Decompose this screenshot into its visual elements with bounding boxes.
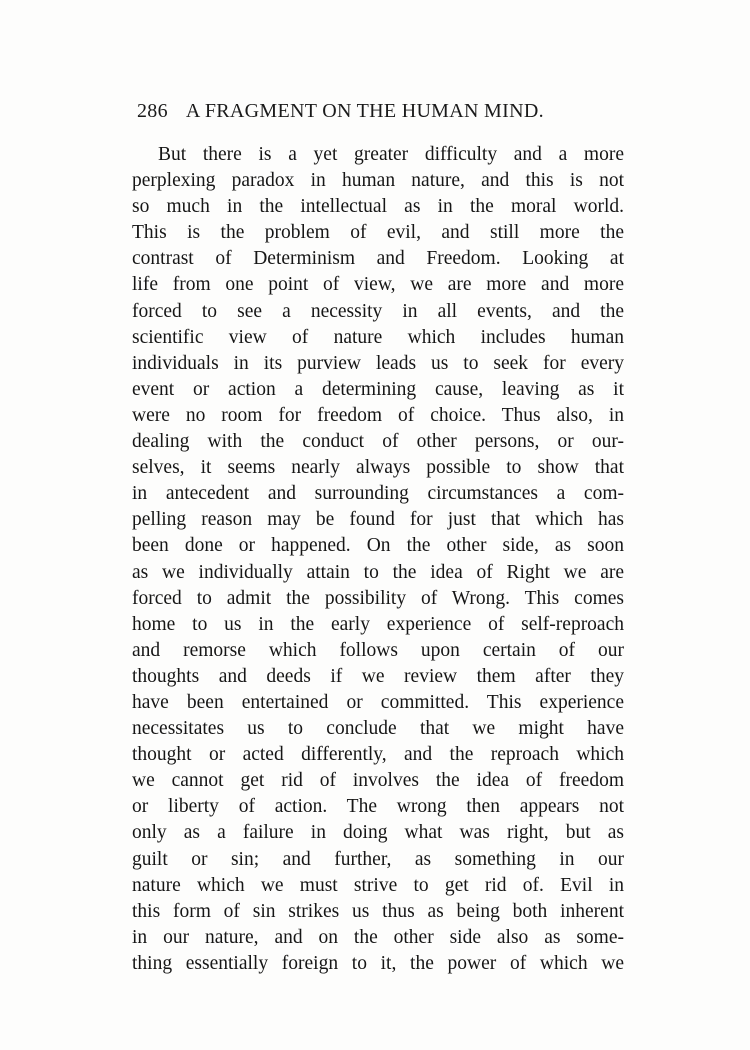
- text-line: have been entertained or committed. This experience: [132, 691, 624, 713]
- text-line: event or action a determining cause, leaving as it: [132, 378, 624, 400]
- text-line: pelling reason may be found for just that which has: [132, 509, 624, 531]
- text-line: home to us in the early experience of self-reproach: [132, 613, 624, 635]
- text-line: been done or happened. On the other side, as soon: [132, 535, 624, 557]
- text-line: thing essentially foreign to it, the power of which we: [132, 952, 624, 974]
- text-line: necessitates us to conclude that we might have: [132, 718, 624, 740]
- text-line: so much in the intellectual as in the moral world.: [132, 196, 624, 218]
- running-head-title: A FRAGMENT ON THE HUMAN MIND.: [185, 100, 544, 122]
- text-line: this form of sin strikes us thus as being both inherent: [132, 900, 624, 922]
- text-line: were no room for freedom of choice. Thus also, in: [132, 404, 624, 426]
- text-line: contrast of Determinism and Freedom. Looking at: [132, 248, 624, 270]
- text-line: or liberty of action. The wrong then appears not: [132, 796, 624, 818]
- text-line: we cannot get rid of involves the idea of freedom: [132, 770, 624, 792]
- running-head: [137, 100, 577, 123]
- text-line: This is the problem of evil, and still more the: [132, 222, 624, 244]
- text-line: and remorse which follows upon certain of our: [132, 639, 624, 661]
- text-line: life from one point of view, we are more and more: [132, 274, 624, 296]
- text-line: thoughts and deeds if we review them after they: [132, 665, 624, 687]
- text-line: scientific view of nature which includes human: [132, 326, 624, 348]
- text-line: perplexing paradox in human nature, and this is not: [132, 170, 624, 192]
- text-line: forced to admit the possibility of Wrong. This comes: [132, 587, 624, 609]
- text-line: thought or acted differently, and the reproach which: [132, 744, 624, 766]
- text-line: guilt or sin; and further, as something in our: [132, 848, 624, 870]
- text-line: dealing with the conduct of other persons, or our-: [132, 431, 624, 453]
- text-line: in antecedent and surrounding circumstances a com-: [132, 483, 624, 505]
- text-line: only as a failure in doing what was right, but as: [132, 822, 624, 844]
- text-line: selves, it seems nearly always possible to show that: [132, 457, 624, 479]
- text-line: in our nature, and on the other side also as some-: [132, 926, 624, 948]
- text-line: But there is a yet greater difficulty and a more: [158, 144, 624, 165]
- text-line: nature which we must strive to get rid of. Evil in: [132, 874, 624, 896]
- text-line: forced to see a necessity in all events, and the: [132, 300, 624, 322]
- text-line: as we individually attain to the idea of Right we are: [132, 561, 624, 583]
- page-number: 286: [137, 100, 168, 122]
- text-line: individuals in its purview leads us to seek for every: [132, 352, 624, 374]
- body-paragraph: [132, 142, 624, 977]
